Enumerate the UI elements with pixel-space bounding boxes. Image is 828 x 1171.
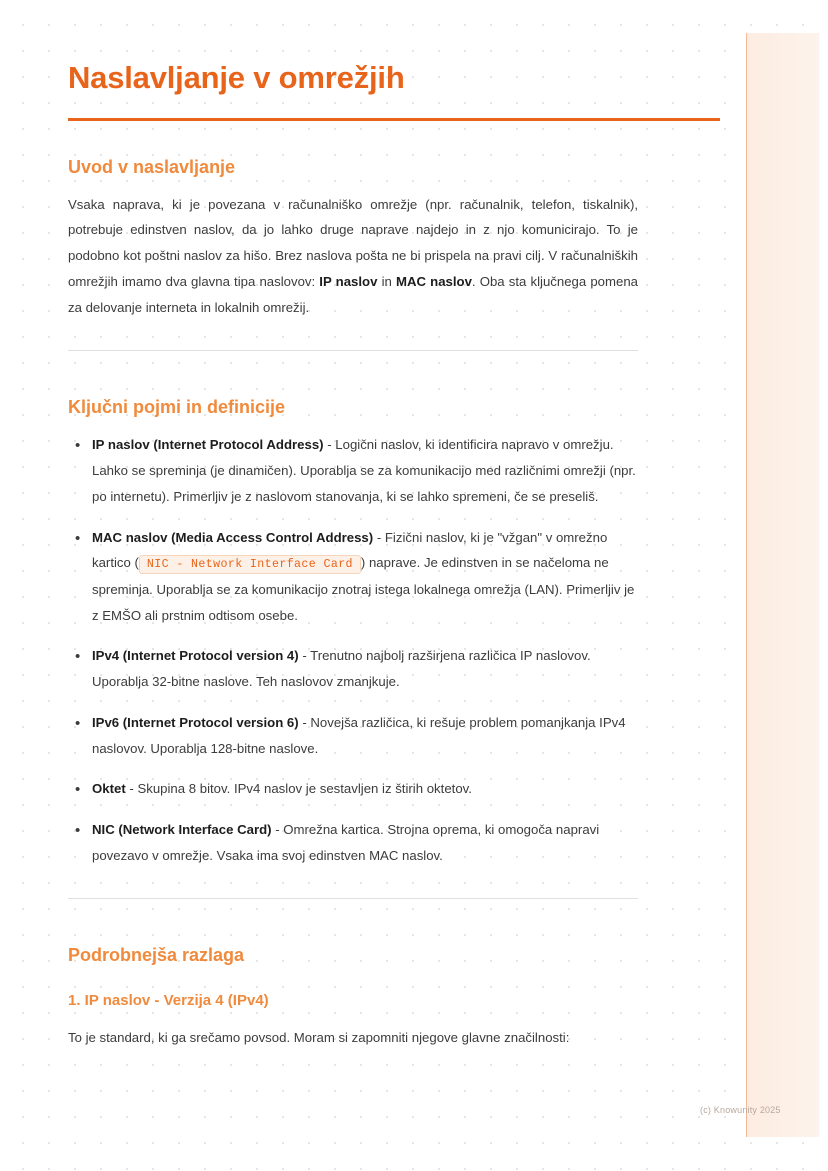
list-item [68, 776, 638, 802]
term-description: - Novejša različica, ki rešuje problem pomanjkanja IPv4 naslovov. Uporablja 128-bitne naslove. [92, 714, 626, 756]
term-label: NIC (Network Interface Card) [92, 821, 272, 837]
term-description: - Fizični naslov, ki je "vžgan" v omrežno kartico ( [92, 529, 608, 571]
term-ip-naslov: IP naslov [319, 273, 378, 289]
section-divider-2 [68, 898, 638, 899]
term-label: MAC naslov (Media Access Control Address) [92, 529, 374, 545]
title-divider [68, 118, 720, 121]
list-item [68, 710, 638, 761]
term-label: Oktet [92, 781, 126, 797]
intro-text-part-2: in [377, 273, 396, 289]
inline-code-nic: NIC - Network Interface Card [139, 555, 361, 574]
list-item [68, 643, 638, 694]
page-side-band [746, 33, 819, 1137]
list-item [68, 525, 638, 629]
page-title: Naslavljanje v omrežjih [68, 60, 405, 95]
term-description-cont: ) naprave. Je edinstven in se načeloma ne spreminja. Uporablja se za komunikacijo znotraj istega lokalnega omrežja (LAN). Primerljiv je z EMŠO ali prstnim odtisom osebe. [92, 555, 635, 623]
term-description: - Omrežna kartica. Strojna oprema, ki omogoča napravi povezavo v omrežje. Vsaka ima svoj edinstven MAC naslov. [92, 821, 600, 863]
term-label: IPv6 (Internet Protocol version 6) [92, 714, 299, 730]
list-item [68, 432, 638, 509]
document-content [68, 60, 648, 1063]
section-heading-key-terms: Ključni pojmi in definicije [68, 397, 286, 418]
term-description: - Logični naslov, ki identificira napravo v omrežju. Lahko se spreminja (je dinamičen). Uporablja se za komunikacijo med različnimi omrežji (npr. po internetu). Primerljiv je z naslovom stanovanja, ki se lahko spremeni, če se preseliš. [92, 437, 636, 504]
list-item [68, 817, 638, 868]
term-mac-naslov: MAC naslov [395, 273, 472, 289]
term-label: IPv4 (Internet Protocol version 4) [92, 648, 299, 664]
key-terms-list [68, 432, 638, 868]
term-label: IP naslov (Internet Protocol Address) [92, 437, 324, 453]
intro-text-part-1: Vsaka naprava, ki je povezana v računalniško omrežje (npr. računalnik, telefon, tiskalnik), potrebuje edinstven naslov, da jo lahko druge naprave najdejo in z njo komunicirajo. To je podobno kot poštni naslov za hišo. Brez naslova pošta ne bi prispela na pravi cilj. V računalniških omrežjih imamo dva glavna tipa naslovov: [68, 196, 638, 289]
term-description: - Skupina 8 bitov. IPv4 naslov je sestavljen iz štirih oktetov. [125, 781, 472, 797]
subsection-heading-ipv4: 1. IP naslov - Verzija 4 (IPv4) [68, 992, 269, 1010]
term-description: - Trenutno najbolj razširjena različica IP naslovov. Uporablja 32-bitne naslove. Teh naslovov zmanjkuje. [92, 648, 591, 690]
ipv4-paragraph: To je standard, ki ga srečamo povsod. Moram si zapomniti njegove glavne značilnosti: [68, 1030, 570, 1046]
section-heading-details: Podrobnejša razlaga [68, 945, 245, 966]
intro-paragraph [68, 192, 638, 321]
section-heading-intro: Uvod v naslavljanje [68, 156, 236, 177]
section-divider-1 [68, 350, 638, 351]
intro-text-part-3: . Oba sta ključnega pomena za delovanje interneta in lokalnih omrežij. [68, 273, 639, 315]
footer-copyright: (c) Knowunity 2025 [700, 1105, 781, 1115]
